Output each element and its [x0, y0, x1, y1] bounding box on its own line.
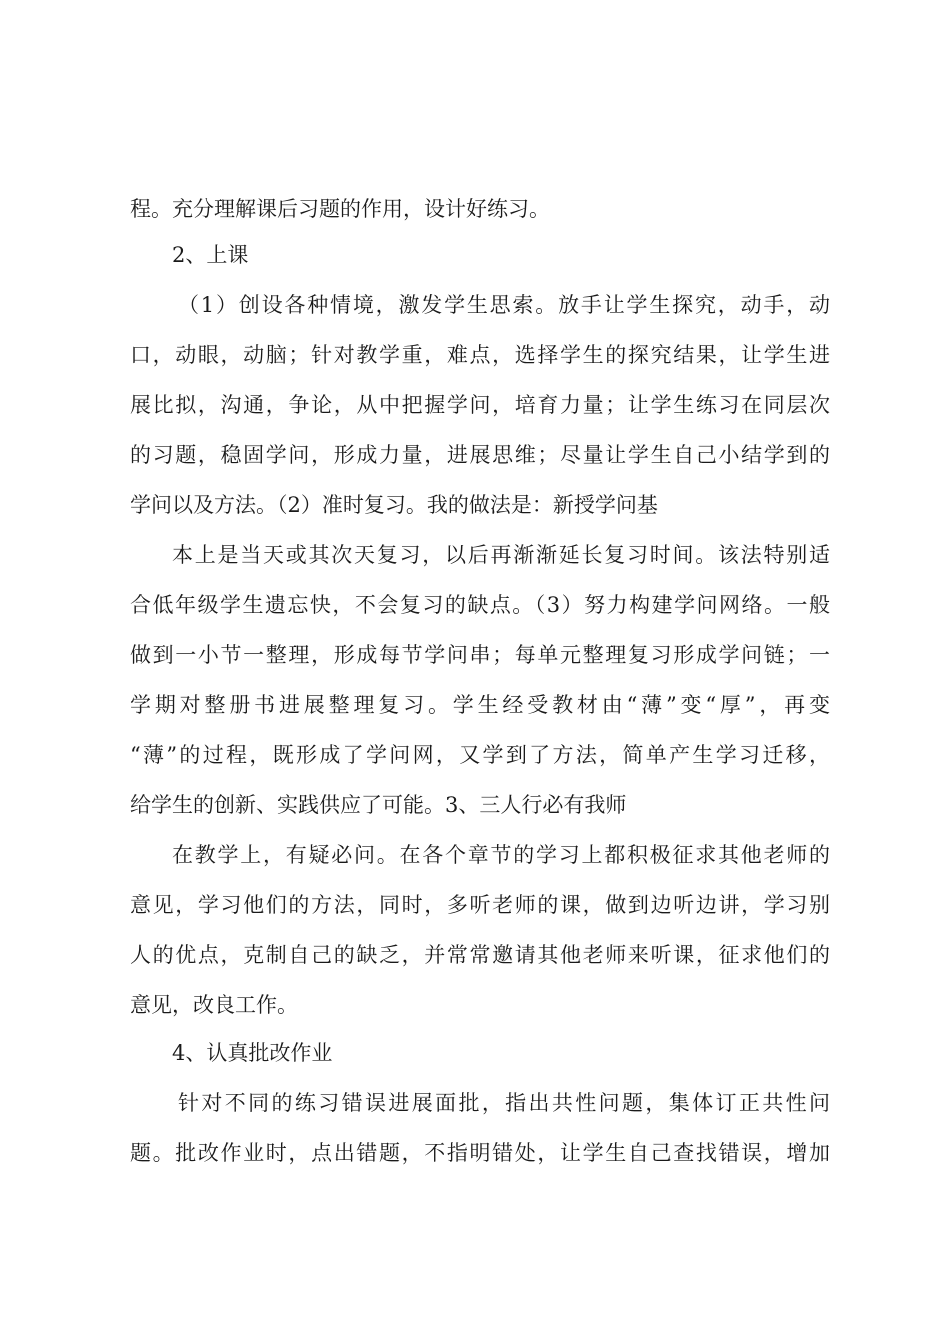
section-heading-class: 2、上课	[172, 243, 249, 267]
text-line-20: 题。批改作业时，点出错题，不指明错处，让学生自己查找错误，增加	[130, 1141, 830, 1165]
text-line-5: 展比拟，沟通，争论，从中把握学问，培育力量；让学生练习在同层次	[130, 393, 830, 417]
text-line-13: 给学生的创新、实践供应了可能。3、三人行必有我师	[130, 793, 627, 817]
text-line-8: 本上是当天或其次天复习，以后再渐渐延长复习时间。该法特别适	[172, 543, 830, 567]
text-line-1: 程。充分理解课后习题的作用，设计好练习。	[130, 197, 550, 221]
text-line-9: 合低年级学生遗忘快，不会复习的缺点。（3）努力构建学问网络。一般	[130, 593, 830, 617]
section-heading-homework: 4、认真批改作业	[172, 1041, 333, 1065]
text-line-10: 做到一小节一整理，形成每节学问串；每单元整理复习形成学问链；一	[130, 643, 830, 667]
text-line-11: 学期对整册书进展整理复习。学生经受教材由“薄”变“厚”，再变	[130, 693, 830, 717]
text-line-7: 学问以及方法。（2）准时复习。我的做法是：新授学问基	[130, 493, 658, 517]
text-line-6: 的习题，稳固学问，形成力量，进展思维；尽量让学生自己小结学到的	[130, 443, 830, 467]
text-line-14: 在教学上，有疑必问。在各个章节的学习上都积极征求其他老师的	[172, 843, 830, 867]
text-line-15: 意见，学习他们的方法，同时，多听老师的课，做到边听边讲，学习别	[130, 893, 830, 917]
text-line-3: （1）创设各种情境，激发学生思索。放手让学生探究，动手，动	[178, 293, 830, 317]
text-line-12: “薄”的过程，既形成了学问网，又学到了方法，简单产生学习迁移，	[130, 743, 830, 767]
text-line-17: 意见，改良工作。	[130, 993, 298, 1017]
text-line-4: 口，动眼，动脑；针对教学重，难点，选择学生的探究结果，让学生进	[130, 343, 830, 367]
text-line-16: 人的优点，克制自己的缺乏，并常常邀请其他老师来听课，征求他们的	[130, 943, 830, 967]
text-line-19: 针对不同的练习错误进展面批，指出共性问题，集体订正共性问	[178, 1091, 830, 1115]
